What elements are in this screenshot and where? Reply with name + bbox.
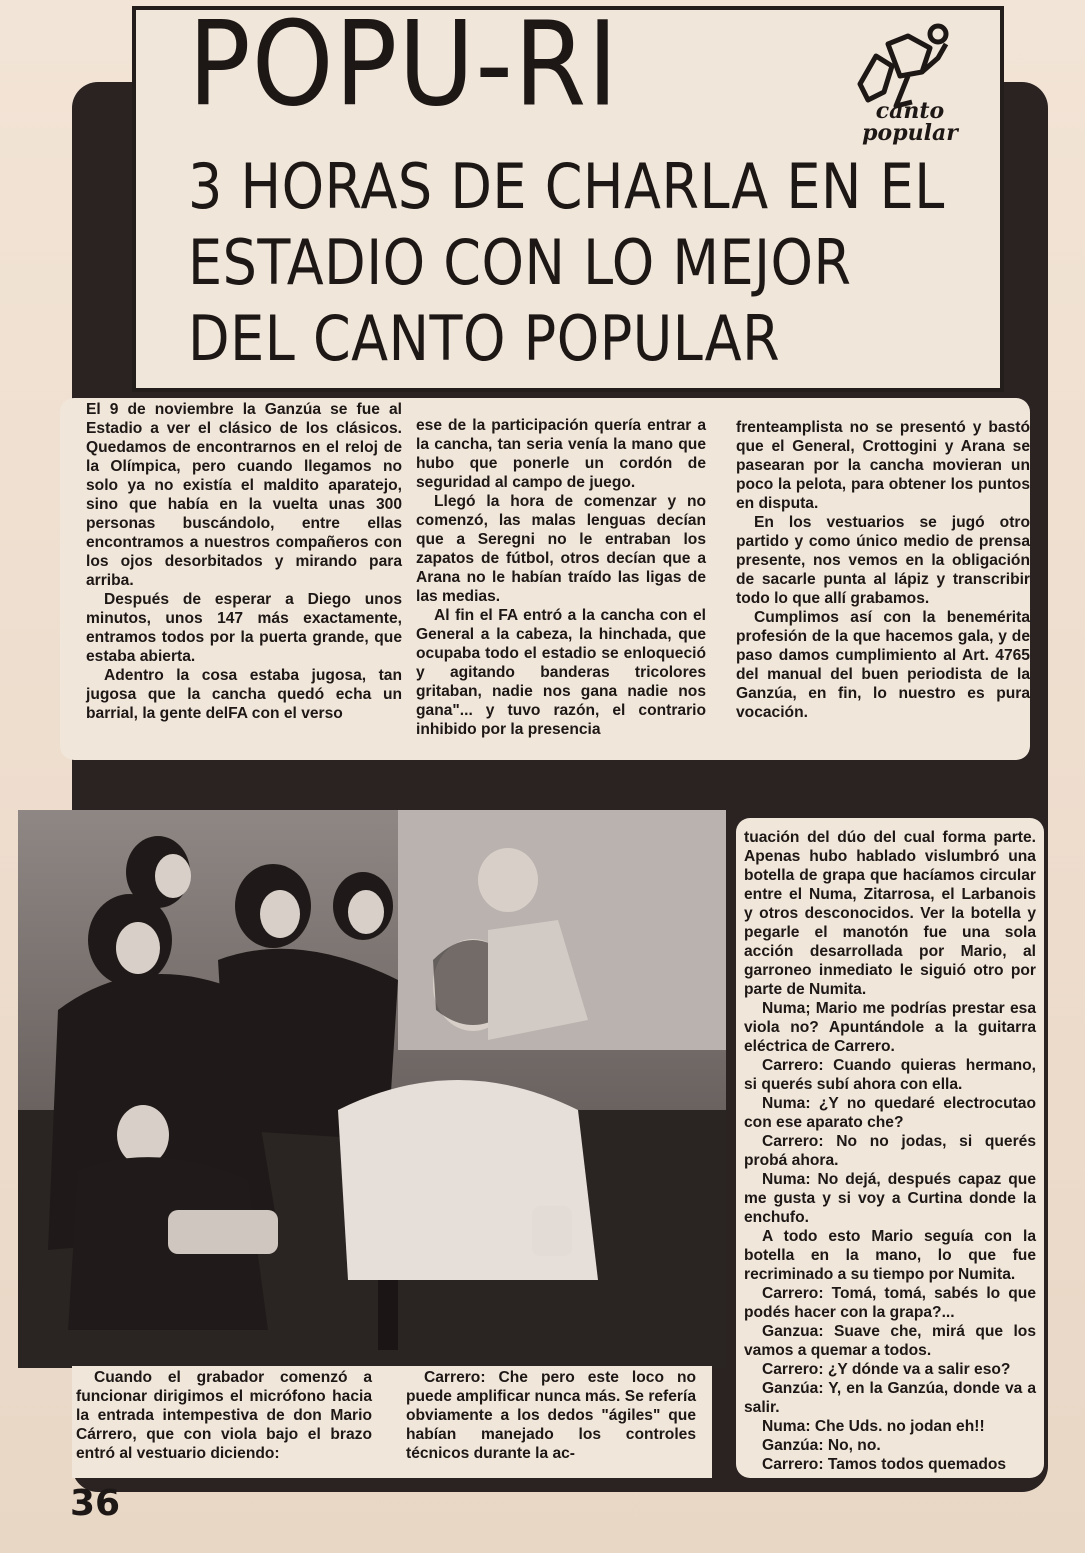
intro-column-1 xyxy=(86,400,402,723)
dialogue-line: Carrero: No no jodas, si querés probá ahora. xyxy=(744,1133,1036,1169)
dialogue-line: Carrero: Tomá, tomá, sabés lo que podés hacer con la grapa?... xyxy=(744,1285,1036,1321)
intro-paragraph: En los vestuarios se jugó otro partido y como único medio de prensa presente, nos vemos en la obligación de sacarle punta al lápiz y transcribir todo lo que allí grabamos. xyxy=(736,514,1030,607)
subtitle-line-2: ESTADIO CON LO MEJOR xyxy=(188,226,852,299)
dialogue-line: Carrero: Tamos todos quemados xyxy=(762,1456,1007,1473)
dialogue-line: Ganzúa: No, no. xyxy=(762,1437,881,1454)
bottom-paragraph: Cuando el grabador comenzó a funcionar dirigimos el micrófono hacia la entrada intempestiva de don Mario Cárrero, que con viola bajo el brazo entró al vestuario diciendo: xyxy=(76,1369,372,1462)
dialogue-line: Numa: No dejá, después capaz que me gusta y si voy a Curtina donde la enchufo. xyxy=(744,1171,1036,1226)
intro-column-3 xyxy=(736,418,1030,722)
dialogue-line: Ganzúa: Y, en la Ganzúa, donde va a salir. xyxy=(744,1380,1036,1416)
intro-paragraph: ese de la participación quería entrar a la cancha, tan seria venía la mano que hubo que ponerle un cordón de seguridad al campo de juego. xyxy=(416,417,706,491)
article-title: POPU-RI xyxy=(188,0,619,133)
intro-paragraph: frenteamplista no se presentó y bastó que el General, Crottogini y Arana se pasearan por la cancha movieran un poco la pelota, para obtener los puntos en disputa. xyxy=(736,419,1030,512)
group-photo xyxy=(18,810,726,1368)
dialogue-line: Numa; Mario me podrías prestar esa viola no? Apuntándole a la guitarra eléctrica de Carrero. xyxy=(744,1000,1036,1055)
intro-paragraph: Llegó la hora de comenzar y no comenzó, las malas lenguas decían que a Seregni no le entraban los zapatos de fútbol, otros decían que a Arana no le habían traído las ligas de las medias. xyxy=(416,493,706,605)
dialogue-line: Carrero: Cuando quieras hermano, si querés subí ahora con ella. xyxy=(744,1057,1036,1093)
logo-word-popular: popular xyxy=(862,120,958,146)
dialogue-line: Numa: ¿Y no quedaré electrocutao con ese aparato che? xyxy=(744,1095,1036,1131)
bottom-column-1 xyxy=(76,1368,372,1463)
right-paragraph: tuación del dúo del cual forma parte. Apenas hubo hablado vislumbró una botella de grapa que hacíamos circular entre el Numa, Zitarrosa, el Larbanois y otros desconocidos. Ver la botella y pegarle el manotón fue una sola acción desarrollada por Mario, al garroneo inmediato le siguió otro por parte de Numita. xyxy=(744,829,1036,998)
subtitle-line-3: DEL CANTO POPULAR xyxy=(188,302,781,375)
intro-paragraph: El 9 de noviembre la Ganzúa se fue al Estadio a ver el clásico de los clásicos. Quedamos de encontrarnos en el reloj de la Olímpica, pero cuando llegamos no solo ya no existía el maldito aparatejo, sino que había en la vuelta unas 300 personas buscándolo, entre ellas encontramos a nuestros compañeros con los ojos desorbitados y mirando para arriba. xyxy=(86,401,402,589)
logo-word-canto: canto xyxy=(875,98,945,124)
group-photo-image xyxy=(18,810,726,1368)
right-column-box xyxy=(736,818,1044,1478)
right-column xyxy=(744,828,1036,1474)
intro-paragraph: Adentro la cosa estaba jugosa, tan jugosa que la cancha quedó echa un barrial, la gente delFA con el verso xyxy=(86,667,402,722)
intro-column-2 xyxy=(416,416,706,739)
dialogue-line: A todo esto Mario seguía con la botella en la mano, lo que fue recriminado a su tiempo por Numita. xyxy=(744,1228,1036,1283)
logo-caption xyxy=(840,100,980,144)
bottom-text-box xyxy=(72,1366,712,1478)
intro-text-box xyxy=(60,398,1030,760)
intro-paragraph: Después de esperar a Diego unos minutos, unos 147 más exactamente, entramos todos por la puerta grande, que estaba abierta. xyxy=(86,591,402,665)
dialogue-line: Carrero: ¿Y dónde va a salir eso? xyxy=(762,1361,1011,1378)
dialogue-line: Numa: Che Uds. no jodan eh!! xyxy=(762,1418,985,1435)
intro-paragraph: Cumplimos así con la benemérita profesión de la que hacemos gala, y de paso damos cumplimiento al Art. 4765 del manual del buen periodista de la Ganzúa, en fin, lo nuestro es pura vocación. xyxy=(736,609,1030,721)
bottom-paragraph: Carrero: Che pero este loco no puede amplificar nunca más. Se refería obviamente a los dedos "ágiles" que habían manejado los controles técnicos durante la ac- xyxy=(406,1369,696,1462)
subtitle-line-1: 3 HORAS DE CHARLA EN EL xyxy=(188,150,945,223)
intro-paragraph: Al fin el FA entró a la cancha con el General a la cabeza, la hinchada, que ocupaba todo el estadio se enloqueció y agitando banderas tricolores gritaban, nadie nos gana nadie nos gana"... y tuvo razón, el contrario inhibido por la presencia xyxy=(416,607,706,738)
page-number: 36 xyxy=(70,1483,121,1524)
bottom-column-2 xyxy=(406,1368,696,1463)
dialogue-line: Ganzua: Suave che, mirá que los vamos a quemar a todos. xyxy=(744,1323,1036,1359)
